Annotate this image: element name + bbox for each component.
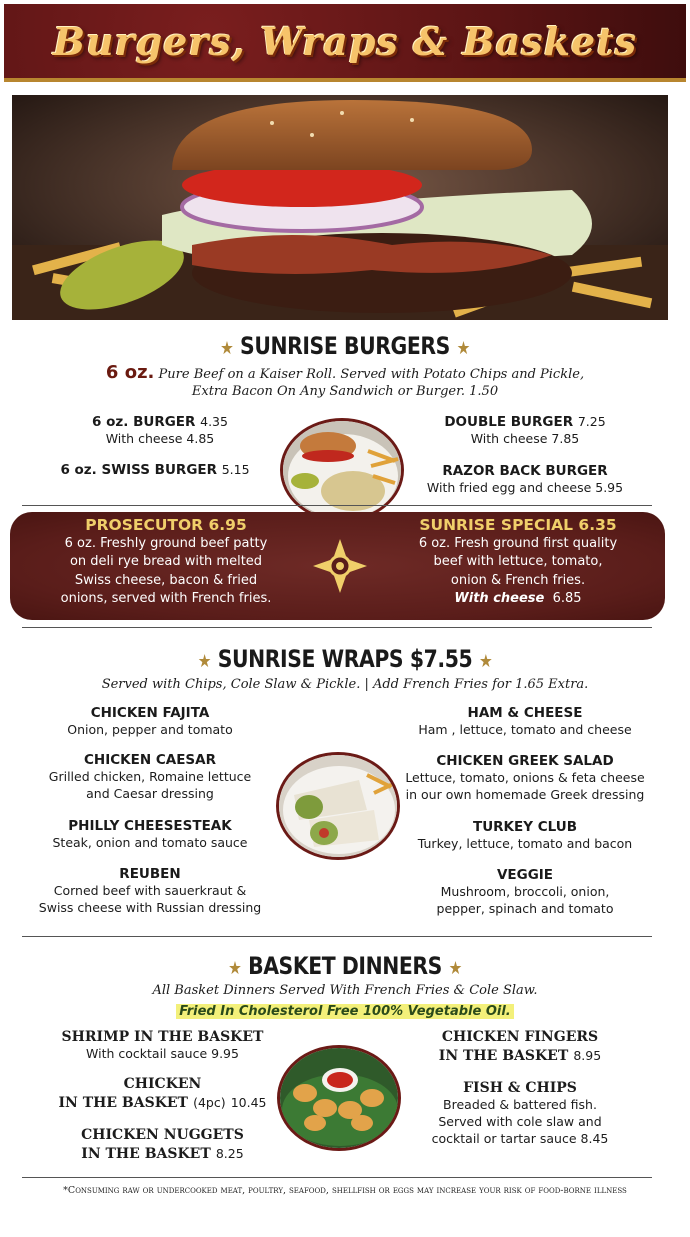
menu-item-chicken-caesar: [30, 752, 270, 802]
burgers-heading-text: SUNRISE BURGERS: [240, 332, 450, 360]
burger-photo: [12, 95, 668, 320]
item-desc: Swiss cheese, bacon & fried: [74, 572, 258, 588]
item-desc: Served with cole slaw and: [438, 1114, 602, 1129]
item-desc: in our own homemade Greek dressing: [405, 787, 645, 802]
item-price: 7.25: [577, 414, 606, 429]
menu-item-double-burger: [420, 414, 630, 447]
item-desc: 6 oz. Fresh ground first quality: [418, 535, 618, 551]
menu-item-turkey-club: [405, 819, 645, 852]
divider: [22, 936, 652, 937]
menu-item-burger: [60, 414, 260, 447]
food-safety-notice: *Consuming raw or undercooked meat, poultry, seafood, shellfish or eggs may increase your risk of food-borne illness: [63, 1185, 627, 1196]
wrap-plate-photo: [276, 752, 400, 860]
menu-item-chicken-nuggets-basket: [40, 1127, 285, 1162]
item-name: FISH & CHIPS: [463, 1080, 577, 1096]
item-desc: Breaded & battered fish.: [443, 1097, 597, 1112]
baskets-subtitle: All Basket Dinners Served With French Fries & Cole Slaw.: [152, 983, 538, 998]
item-name: IN THE BASKET: [438, 1048, 569, 1064]
baskets-oil-note: [0, 1000, 690, 1019]
menu-item-chicken-fajita: [30, 705, 270, 738]
item-name: CHICKEN FINGERS: [441, 1029, 599, 1045]
item-name: CHICKEN FAJITA: [90, 705, 210, 721]
item-desc: cocktail or tartar sauce 8.45: [431, 1131, 609, 1146]
wraps-heading: [52, 645, 639, 673]
menu-item-reuben: [30, 866, 270, 916]
item-price: 6.85: [552, 591, 582, 606]
featured-specials-panel: [10, 512, 665, 620]
item-name: DOUBLE BURGER: [444, 414, 574, 430]
featured-prosecutor: [36, 516, 296, 609]
wraps-subtitle: Served with Chips, Cole Slaw & Pickle. | Add French Fries for 1.65 Extra.: [101, 677, 589, 692]
item-name: CHICKEN GREEK SALAD: [436, 753, 614, 769]
menu-item-chicken-fingers-basket: [410, 1029, 630, 1064]
item-name: PROSECUTOR 6.95: [85, 516, 247, 534]
menu-item-swiss-burger: [30, 462, 280, 478]
item-desc: on deli rye bread with melted: [69, 554, 263, 569]
star-icon: ★: [197, 651, 212, 672]
item-desc: With cocktail sauce 9.95: [86, 1046, 239, 1061]
star-icon: ★: [228, 958, 242, 979]
item-price: 10.45: [230, 1095, 267, 1110]
item-desc: Grilled chicken, Romaine lettuce: [48, 769, 252, 784]
item-name: REUBEN: [119, 866, 181, 882]
item-desc: With cheese 7.85: [470, 431, 580, 446]
item-desc: With fried egg and cheese 5.95: [426, 480, 624, 495]
item-desc: Swiss cheese with Russian dressing: [38, 900, 262, 915]
item-desc: Lettuce, tomato, onions & feta cheese: [405, 770, 645, 785]
menu-item-philly-cheesesteak: [30, 818, 270, 851]
star-icon: ★: [456, 338, 470, 359]
item-desc: beef with lettuce, tomato,: [433, 554, 603, 569]
baskets-heading-text: BASKET DINNERS: [248, 952, 442, 980]
item-desc: 6 oz. Freshly ground beef patty: [64, 535, 268, 551]
menu-item-veggie: [405, 867, 645, 917]
cheese-option: With cheese: [454, 591, 545, 606]
divider: [22, 627, 652, 628]
item-name: VEGGIE: [496, 867, 554, 883]
menu-item-fish-chips: [410, 1080, 630, 1147]
burger-plate-photo: [280, 418, 404, 522]
page-title: Burgers, Wraps & Baskets: [52, 18, 638, 64]
burgers-intro-line2: Extra Bacon On Any Sandwich or Burger. 1.50: [191, 384, 499, 399]
item-name: 6 oz. BURGER: [92, 414, 196, 430]
item-desc: Mushroom, broccoli, onion,: [440, 884, 610, 899]
item-name: PHILLY CHEESESTEAK: [68, 818, 232, 834]
star-icon: ★: [220, 338, 234, 359]
menu-item-ham-cheese: [405, 705, 645, 738]
item-desc: Ham , lettuce, tomato and cheese: [418, 722, 632, 737]
item-qty: (4pc): [193, 1095, 226, 1110]
divider: [22, 505, 652, 506]
basket-plate-photo: [277, 1045, 401, 1151]
item-name: IN THE BASKET: [81, 1146, 211, 1162]
star-icon: ★: [448, 958, 462, 979]
item-name: CHICKEN CAESAR: [84, 752, 216, 768]
item-price: 8.95: [573, 1048, 602, 1063]
item-desc: With cheese 4.85: [105, 431, 215, 446]
intro-text: Pure Beef on a Kaiser Roll. Served with Potato Chips and Pickle,: [154, 367, 585, 382]
featured-sunrise-special: [388, 516, 648, 609]
oil-note-text: Fried In Cholesterol Free 100% Vegetable Oil.: [176, 1004, 513, 1019]
menu-item-chicken-greek-salad: [400, 753, 650, 803]
patty-size: 6 oz.: [105, 362, 155, 383]
item-price: 4.35: [200, 414, 228, 429]
burgers-heading: [52, 332, 639, 360]
item-desc: pepper, spinach and tomato: [436, 901, 614, 916]
item-desc: Turkey, lettuce, tomato and bacon: [417, 836, 633, 851]
baskets-heading: [52, 952, 639, 980]
item-desc: and Caesar dressing: [86, 786, 214, 801]
item-name: RAZOR BACK BURGER: [442, 463, 608, 479]
item-desc: Steak, onion and tomato sauce: [52, 835, 248, 850]
item-name: 6 oz. SWISS BURGER: [60, 462, 218, 478]
item-price: 8.25: [215, 1146, 244, 1161]
item-name: CHICKEN: [123, 1076, 202, 1092]
menu-item-razor-back-burger: [410, 463, 640, 496]
item-price: 5.15: [221, 462, 250, 477]
divider: [22, 1177, 652, 1178]
item-name: HAM & CHEESE: [467, 705, 583, 721]
item-name: SUNRISE SPECIAL 6.35: [419, 516, 617, 534]
star-icon: ★: [478, 651, 493, 672]
menu-item-chicken-basket: [40, 1076, 285, 1111]
burgers-intro-line1: [0, 362, 690, 383]
item-name: CHICKEN NUGGETS: [81, 1127, 244, 1143]
menu-item-shrimp-basket: [40, 1029, 285, 1062]
item-desc: onion & French fries.: [450, 572, 586, 588]
item-desc: Onion, pepper and tomato: [67, 722, 233, 737]
item-name: SHRIMP IN THE BASKET: [61, 1029, 264, 1045]
item-name: IN THE BASKET: [58, 1095, 188, 1111]
item-name: TURKEY CLUB: [472, 819, 577, 835]
menu-banner: [4, 4, 686, 82]
wraps-heading-text: SUNRISE WRAPS $7.55: [217, 645, 473, 673]
item-desc: onions, served with French fries.: [60, 591, 272, 606]
item-desc: Corned beef with sauerkraut &: [53, 883, 247, 898]
compass-ornament-icon: [313, 539, 367, 593]
